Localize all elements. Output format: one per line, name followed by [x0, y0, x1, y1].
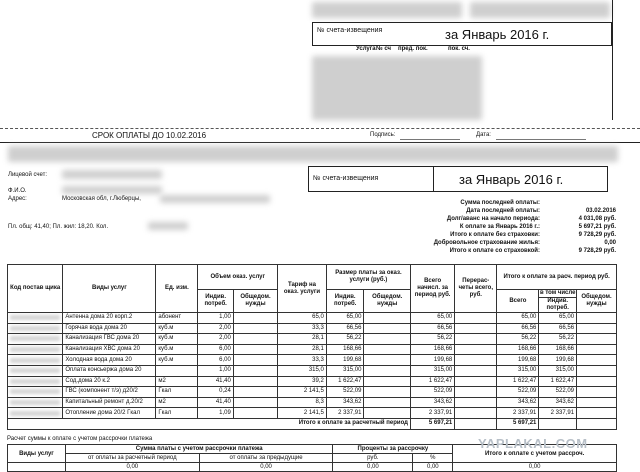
cell-pay_i: 2 337,91 [539, 408, 577, 419]
cell-total: 1 622,47 [410, 376, 454, 387]
cell-empty [364, 376, 411, 387]
cell-vol: 6,00 [198, 355, 233, 366]
summary-row [380, 199, 616, 207]
total-sum: 5 697,21 [410, 418, 454, 429]
cell-vol: 2,00 [198, 323, 233, 334]
invoice-box [308, 166, 608, 192]
cell-empty [233, 387, 277, 398]
cell-tariff: 28,1 [278, 334, 327, 345]
table-row [8, 397, 617, 408]
summary-label: К оплате за Январь 2016 г.: [459, 224, 540, 230]
inst-zero: 0,00 [413, 463, 453, 472]
redacted-code [8, 334, 63, 345]
cell-empty [577, 334, 617, 345]
inst-pctsign: % [413, 454, 453, 463]
cell-empty [364, 408, 411, 419]
cell-unit: Гкал [156, 408, 198, 419]
hdr-common3: Общедом. нужды [577, 290, 617, 313]
redacted-code [8, 387, 63, 398]
top-col-meter: № сч [376, 46, 392, 52]
inst-zero: 0,00 [453, 463, 617, 472]
cell-name: Оплата консьержа дома 20 [63, 365, 156, 376]
cell-unit: куб.м [156, 334, 198, 345]
cell-total: 2 337,91 [410, 408, 454, 419]
cell-amt: 343,62 [326, 397, 364, 408]
cell-pay_i: 1 622,47 [539, 376, 577, 387]
hdr-incl: в том числе [539, 290, 576, 296]
hdr-recalc: Перерас- четы всего, руб. [455, 265, 497, 313]
redacted-block [470, 2, 610, 18]
cell-empty [233, 408, 277, 419]
summary-label: Итого к оплате без страховки: [450, 232, 540, 238]
table-row [8, 334, 617, 345]
cell-empty [577, 344, 617, 355]
top-col-curr: пок. сч. [448, 46, 470, 52]
installment-title: Расчет суммы к оплате с учетом рассрочки платежа [7, 436, 153, 442]
hdr-indiv3: в том числе Индив. потреб. [539, 290, 576, 311]
cell-empty [577, 376, 617, 387]
summary-row [380, 231, 616, 239]
total-label: Итого к оплате за расчетный период [8, 418, 411, 429]
cell-empty [577, 313, 617, 324]
cell-empty [455, 344, 497, 355]
table-row [8, 365, 617, 376]
cell-tariff: 28,1 [278, 344, 327, 355]
cell-tariff: 315,0 [278, 365, 327, 376]
charges-table [7, 264, 617, 430]
cell-empty [455, 355, 497, 366]
table-row [8, 355, 617, 366]
date-label: Дата: [476, 132, 491, 138]
summary-row [380, 247, 616, 255]
summary-row [380, 223, 616, 231]
cell-empty [455, 387, 497, 398]
cell-name: Канализация ХВС дома 20 [63, 344, 156, 355]
summary-label: Долг/аванс на начало периода: [446, 216, 540, 222]
cell-empty [364, 313, 411, 324]
cell-empty [233, 376, 277, 387]
cell-pay_i: 315,00 [539, 365, 577, 376]
hdr-code: Код постав щика [8, 265, 63, 313]
cell-empty [577, 323, 617, 334]
table-row [8, 387, 617, 398]
cell-total: 343,62 [410, 397, 454, 408]
summary-value [546, 199, 616, 207]
hdr-amount: Размер платы за оказ. услуги (руб.) [326, 265, 410, 290]
cell-empty [577, 387, 617, 398]
hdr-topay: Итого к оплате за расч. период руб. [497, 265, 617, 290]
cell-total: 65,00 [410, 313, 454, 324]
invoice-period: за Январь 2016 г. [445, 27, 550, 42]
redacted-code [8, 313, 63, 324]
cell-amt: 199,68 [326, 355, 364, 366]
cell-empty [455, 313, 497, 324]
hdr-all: Всего [497, 290, 539, 313]
redacted-code [8, 365, 63, 376]
cell-pay_i: 199,68 [539, 355, 577, 366]
invoice-number-label: № счета-извещения [317, 27, 383, 34]
fio-label: Ф.И.О. [8, 188, 27, 194]
cell-pay_i: 65,00 [539, 313, 577, 324]
cell-empty [364, 344, 411, 355]
cell-pay: 168,66 [497, 344, 539, 355]
cell-unit: м2 [156, 397, 198, 408]
top-invoice-box [312, 22, 612, 46]
cell-tariff: 39,2 [278, 376, 327, 387]
cell-name: Канализация ГВС дома 20 [63, 334, 156, 345]
cell-unit: куб.м [156, 323, 198, 334]
cell-empty [233, 313, 277, 324]
cell-tariff: 33,3 [278, 323, 327, 334]
cell-empty [364, 387, 411, 398]
cell-pay_i: 56,22 [539, 334, 577, 345]
cell-pay: 56,22 [497, 334, 539, 345]
cell-name: ГВС (компонент т/э) д20/2 [63, 387, 156, 398]
cell-empty [455, 323, 497, 334]
cell-name: Холодная вода дома 20 [63, 355, 156, 366]
table-row [8, 376, 617, 387]
cell-tariff: 2 141,5 [278, 408, 327, 419]
hdr-indiv2: Индив. потреб. [326, 290, 364, 313]
total-pay: 5 697,21 [497, 418, 539, 429]
hdr-common2: Общедом. нужды [364, 290, 411, 313]
summary-row [380, 207, 616, 215]
hdr-services: Виды услуг [63, 265, 156, 313]
area-line: Пл. общ: 41,40; Пл. жил: 18,20. Кол. [8, 224, 109, 230]
payment-deadline: СРОК ОПЛАТЫ ДО 10.02.2016 [92, 131, 207, 140]
cell-amt: 2 337,91 [326, 408, 364, 419]
cell-unit: куб.м [156, 344, 198, 355]
cell-amt: 168,66 [326, 344, 364, 355]
cell-pay_i: 522,09 [539, 387, 577, 398]
cell-pay: 65,00 [497, 313, 539, 324]
cell-amt: 65,00 [326, 313, 364, 324]
cell-vol: 0,24 [198, 387, 233, 398]
redacted-block [312, 2, 462, 18]
cell-vol: 41,40 [198, 397, 233, 408]
table-row [8, 408, 617, 419]
top-col-prev: пред. пок. [398, 46, 428, 52]
cell-pay: 66,56 [497, 323, 539, 334]
cell-pay: 1 622,47 [497, 376, 539, 387]
hdr-tariff: Тариф на оказ. услуги [278, 265, 327, 313]
cell-vol: 6,00 [198, 344, 233, 355]
redacted-block [148, 222, 188, 230]
table-row [8, 323, 617, 334]
cell-empty [577, 355, 617, 366]
cell-amt: 1 622,47 [326, 376, 364, 387]
redacted-code [8, 376, 63, 387]
redacted-block [160, 195, 270, 203]
cell-name: Горячая вода дома 20 [63, 323, 156, 334]
hdr-total: Всего начисл. за период руб. [410, 265, 454, 313]
hdr-unit: Ед. изм. [156, 265, 198, 313]
cell-tariff: 8,3 [278, 397, 327, 408]
address-value: Московская обл, г.Люберцы, [62, 196, 141, 202]
cell-unit: абонент [156, 313, 198, 324]
cell-empty [455, 397, 497, 408]
invoice-period: за Январь 2016 г. [459, 172, 564, 187]
inst-pct: Проценты за рассрочку [333, 445, 453, 454]
redacted-code [8, 323, 63, 334]
summary-row [380, 215, 616, 223]
summary-value: 9 728,29 руб. [578, 232, 616, 238]
cell-empty [233, 365, 277, 376]
cell-vol: 1,00 [198, 365, 233, 376]
cell-empty [455, 376, 497, 387]
table-row [8, 344, 617, 355]
top-col-service: Услуга [356, 46, 376, 52]
cell-empty [577, 397, 617, 408]
cell-vol: 2,00 [198, 334, 233, 345]
cell-amt: 315,00 [326, 365, 364, 376]
cell-empty [233, 344, 277, 355]
inst-zero: 0,00 [65, 463, 199, 472]
cell-tariff: 2 141,5 [278, 387, 327, 398]
cell-tariff: 65,0 [278, 313, 327, 324]
hdr-volume: Объем оказ. услуг [198, 265, 278, 290]
cell-empty [233, 323, 277, 334]
summary-label: Сумма последней оплаты: [460, 200, 540, 206]
cell-empty [364, 365, 411, 376]
summary-label: Дата последней оплаты: [466, 208, 540, 214]
cell-total: 56,22 [410, 334, 454, 345]
cell-pay: 343,62 [497, 397, 539, 408]
inst-sum: Сумма платы с учетом рассрочки платежа [65, 445, 333, 454]
redacted-code [8, 355, 63, 366]
cell-pay_i: 343,62 [539, 397, 577, 408]
cell-amt: 66,56 [326, 323, 364, 334]
inst-zero: 0,00 [333, 463, 413, 472]
cell-amt: 522,09 [326, 387, 364, 398]
cell-vol: 41,40 [198, 376, 233, 387]
cell-empty [233, 355, 277, 366]
summary-value: 03.02.2016 [585, 208, 616, 214]
cell-total: 168,66 [410, 344, 454, 355]
inst-prev: от оплаты за предыдущие [199, 454, 333, 463]
cell-pay: 2 337,91 [497, 408, 539, 419]
cell-empty [577, 365, 617, 376]
redacted-block [62, 170, 162, 179]
cell-pay_i: 66,56 [539, 323, 577, 334]
cell-pay: 199,68 [497, 355, 539, 366]
cell-pay: 315,00 [497, 365, 539, 376]
summary-row [380, 239, 616, 247]
summary-value: 5 697,21 руб. [578, 224, 616, 230]
table-row [8, 313, 617, 324]
cell-empty [233, 334, 277, 345]
invoice-number-label: № счета-извещения [313, 175, 379, 182]
cell-unit: Гкал [156, 387, 198, 398]
cell-empty [577, 408, 617, 419]
summary-value: 4 031,08 руб. [578, 216, 616, 222]
redacted-block [312, 56, 482, 120]
cell-unit: м2 [156, 376, 198, 387]
inst-rub: руб. [333, 454, 413, 463]
summary-label: Итого к оплате со страховкой: [449, 248, 540, 254]
redacted-code [8, 397, 63, 408]
summary-value: 9 728,29 руб. [578, 248, 616, 254]
cell-vol: 1,00 [198, 313, 233, 324]
watermark: YAPLAKAL.COM [478, 436, 588, 451]
cell-total: 315,00 [410, 365, 454, 376]
cell-empty [455, 365, 497, 376]
cell-pay: 522,09 [497, 387, 539, 398]
cell-unit [156, 365, 198, 376]
cell-name: Сод.дома 20 к.2 [63, 376, 156, 387]
redacted-block [62, 186, 162, 194]
signature-label: Подпись: [370, 132, 396, 138]
cell-empty [364, 397, 411, 408]
cell-empty [364, 355, 411, 366]
hdr-indiv: Индив. потреб. [198, 290, 233, 313]
cell-empty [364, 323, 411, 334]
inst-zero: 0,00 [199, 463, 333, 472]
redacted-block [8, 146, 618, 162]
account-label: Лицевой счет: [8, 172, 48, 178]
cell-total: 66,56 [410, 323, 454, 334]
cell-name: Капитальный ремонт д.20/2 [63, 397, 156, 408]
cell-pay_i: 168,66 [539, 344, 577, 355]
cell-name: Антенна дома 20 корп.2 [63, 313, 156, 324]
cell-total: 199,68 [410, 355, 454, 366]
inst-service: Виды услуг [8, 445, 66, 463]
inst-total: Итого к оплате с учетом рассроч. [453, 445, 617, 463]
hdr-common: Общедом. нужды [233, 290, 277, 313]
cell-unit: куб.м [156, 355, 198, 366]
summary-block [380, 199, 616, 255]
summary-value: 0,00 [604, 240, 616, 246]
cell-empty [455, 334, 497, 345]
cell-vol: 1,09 [198, 408, 233, 419]
redacted-code [8, 408, 63, 419]
address-label: Адрес: [8, 196, 27, 202]
summary-label: Добровольное страхование жилья: [433, 240, 540, 246]
cell-amt: 56,22 [326, 334, 364, 345]
cell-total: 522,09 [410, 387, 454, 398]
inst-cur: от оплаты за расчетный период [65, 454, 199, 463]
cell-empty [233, 397, 277, 408]
cell-name: Отопление дома 20/2 Гкал [63, 408, 156, 419]
cell-empty [364, 334, 411, 345]
redacted-code [8, 344, 63, 355]
cell-empty [455, 408, 497, 419]
cell-tariff: 33,3 [278, 355, 327, 366]
